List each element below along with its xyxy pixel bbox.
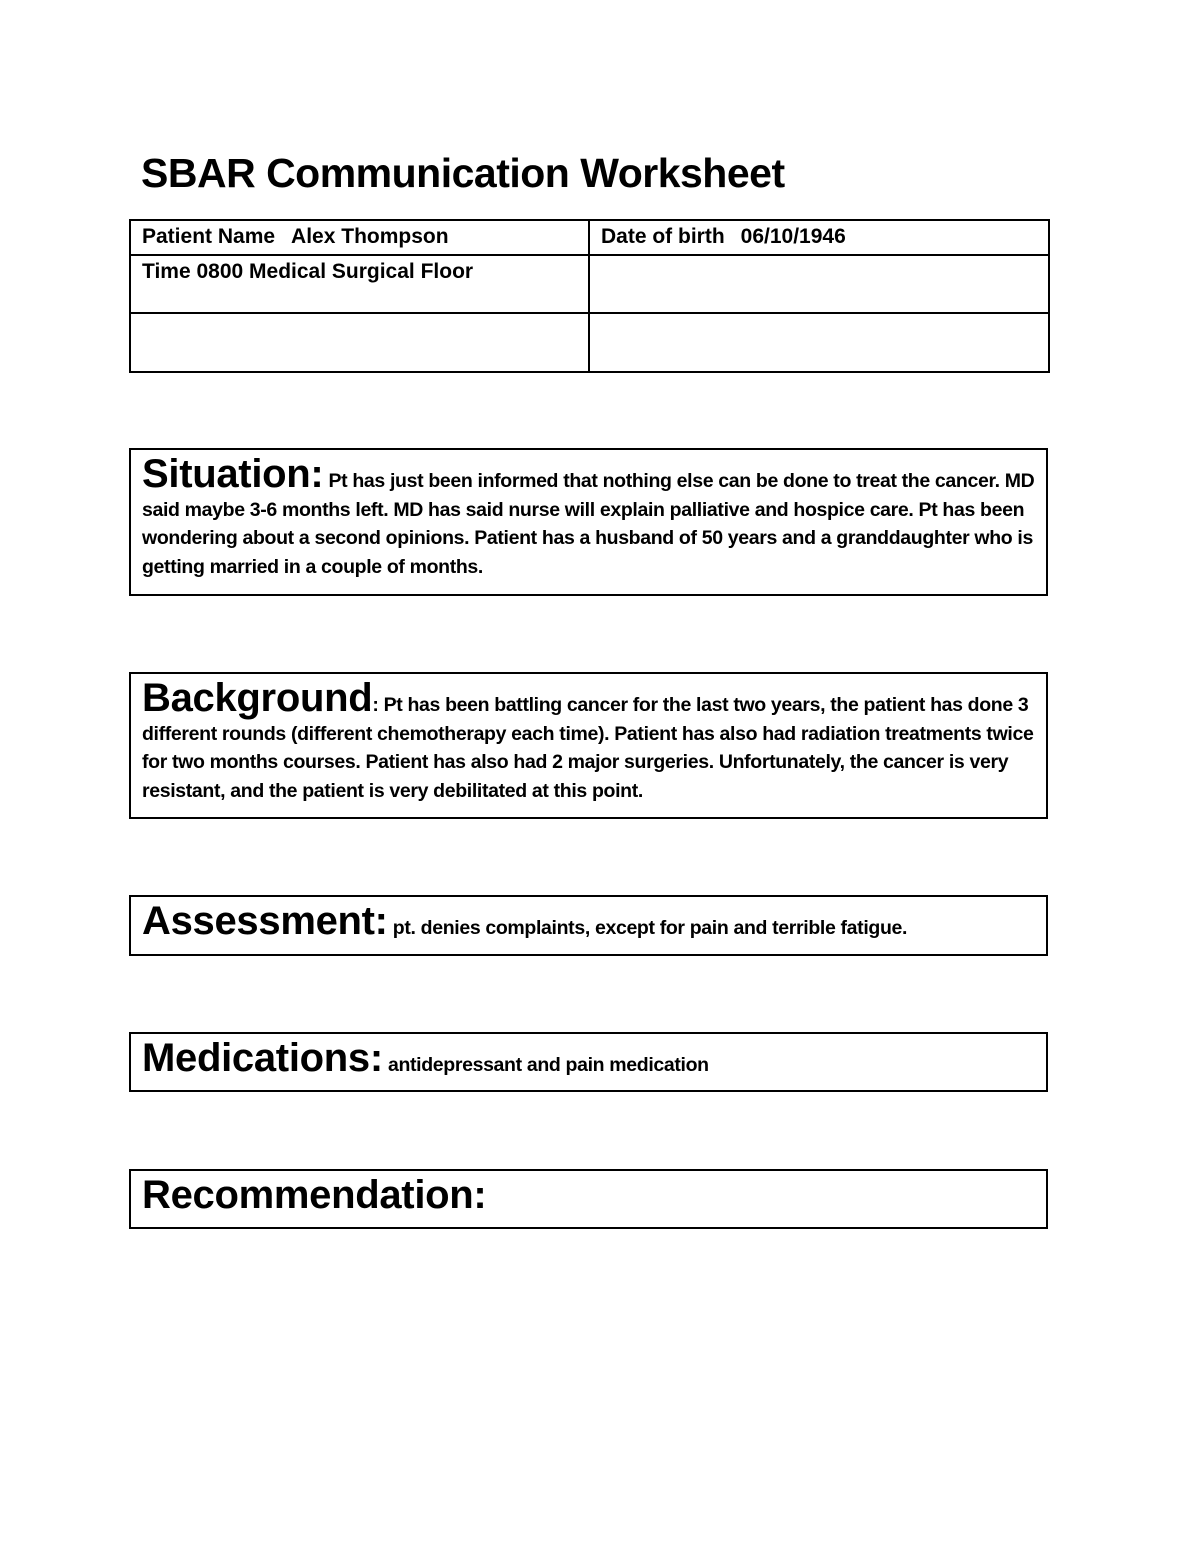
situation-section — [129, 448, 1048, 596]
time-location-text: Time 0800 Medical Surgical Floor — [142, 260, 474, 283]
patient-name-label: Patient Name — [142, 225, 276, 248]
table-row — [130, 220, 1049, 255]
patient-name-value: Alex Thompson — [291, 225, 449, 248]
situation-text: Pt has just been informed that nothing else can be done to treat the cancer. MD said maybe 3-6 months left. MD has said nurse will explain palliative and hospice care. Pt has been wondering about a second opinions. Patient has a husband of 50 years and a granddaughter who is getting married in a couple of months. — [142, 470, 1035, 578]
empty-cell — [130, 313, 589, 372]
time-location-cell — [130, 255, 589, 313]
table-row — [130, 313, 1049, 372]
background-text: : Pt has been battling cancer for the last two years, the patient has done 3 different rounds (different chemotherapy each time). Patient has also had radiation treatments twice for two months courses. Patient has also had 2 major surgeries. Unfortunately, the cancer is very resistant, and the patient is very debilitated at this point. — [142, 694, 1034, 802]
medications-text: antidepressant and pain medication — [387, 1054, 709, 1076]
assessment-text: pt. denies complaints, except for pain and terrible fatigue. — [392, 917, 908, 939]
patient-name-cell — [130, 220, 589, 255]
date-of-birth-label: Date of birth — [601, 225, 725, 248]
recommendation-label: Recommendation: — [142, 1173, 487, 1217]
background-section — [129, 672, 1048, 819]
assessment-section — [129, 895, 1048, 956]
empty-cell — [589, 313, 1049, 372]
background-label: Background — [142, 676, 373, 720]
date-of-birth-value: 06/10/1946 — [740, 225, 846, 248]
date-of-birth-cell — [589, 220, 1049, 255]
situation-label: Situation: — [142, 452, 324, 496]
medications-label: Medications: — [142, 1036, 383, 1080]
table-row — [130, 255, 1049, 313]
patient-info-table — [129, 219, 1050, 373]
medications-section — [129, 1032, 1048, 1092]
assessment-label: Assessment: — [142, 899, 388, 943]
page-title: SBAR Communication Worksheet — [141, 150, 785, 196]
recommendation-section — [129, 1169, 1048, 1229]
empty-cell — [589, 255, 1049, 313]
